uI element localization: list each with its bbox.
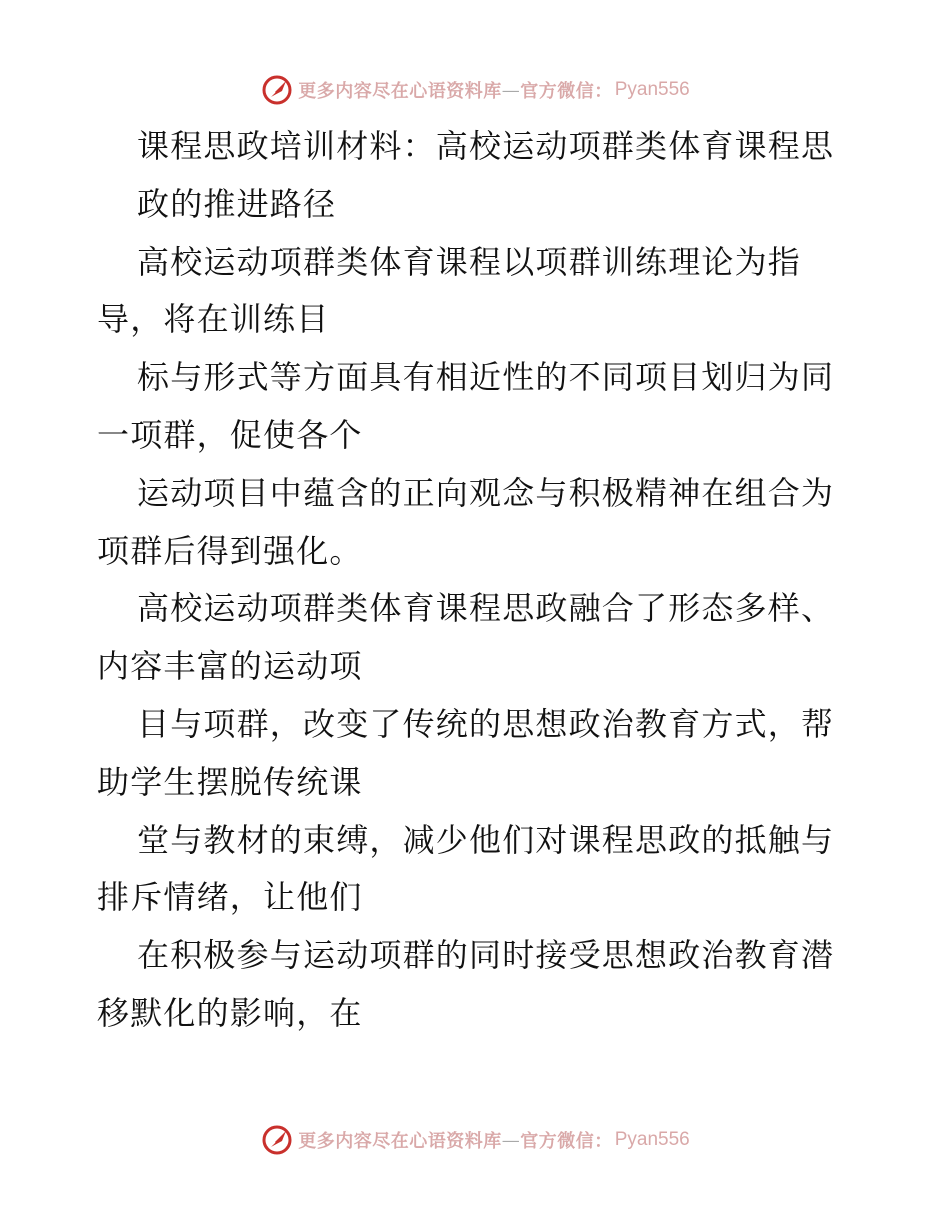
text-line: 目与项群，改变了传统的思想政治教育方式，帮 xyxy=(137,704,835,743)
banner-label: 官方微信： xyxy=(520,81,613,102)
text-line: 导，将在训练目 xyxy=(97,300,330,339)
document-body xyxy=(97,118,857,1043)
footer-banner xyxy=(0,1120,950,1160)
text-line: 课程思政培训材料：高校运动项群类体育课程思 xyxy=(137,127,835,165)
text-line: 排斥情绪，让他们 xyxy=(97,878,363,917)
banner-separator: — xyxy=(501,1129,521,1151)
banner-label: 官方微信： xyxy=(520,1131,613,1152)
text-line: 一项群，促使各个 xyxy=(97,415,363,454)
banner-wechat-id: Pyan556 xyxy=(614,79,690,100)
banner-separator: — xyxy=(501,79,521,101)
text-line: 内容丰富的运动项 xyxy=(97,647,363,686)
text-line: 高校运动项群类体育课程思政融合了形态多样、 xyxy=(137,589,835,628)
text-line: 运动项目中蕴含的正向观念与积极精神在组合为 xyxy=(137,473,835,512)
text-line: 移默化的影响，在 xyxy=(97,993,363,1032)
text-line: 在积极参与运动项群的同时接受思想政治教育潜 xyxy=(137,936,835,975)
quill-logo-icon xyxy=(260,1123,294,1157)
banner-slogan: 更多内容尽在心语资料库 xyxy=(298,1131,502,1152)
banner-slogan: 更多内容尽在心语资料库 xyxy=(298,81,502,102)
header-banner xyxy=(0,70,950,110)
text-line: 政的推进路径 xyxy=(137,184,337,223)
banner-wechat-id: Pyan556 xyxy=(614,1129,690,1150)
text-line: 项群后得到强化。 xyxy=(97,531,363,570)
text-line: 堂与教材的束缚，减少他们对课程思政的抵触与 xyxy=(137,820,835,859)
text-line: 标与形式等方面具有相近性的不同项目划归为同 xyxy=(137,358,835,397)
text-line: 高校运动项群类体育课程以项群训练理论为指 xyxy=(137,242,802,281)
text-line: 助学生摆脱传统课 xyxy=(97,762,363,801)
quill-logo-icon xyxy=(260,73,294,107)
